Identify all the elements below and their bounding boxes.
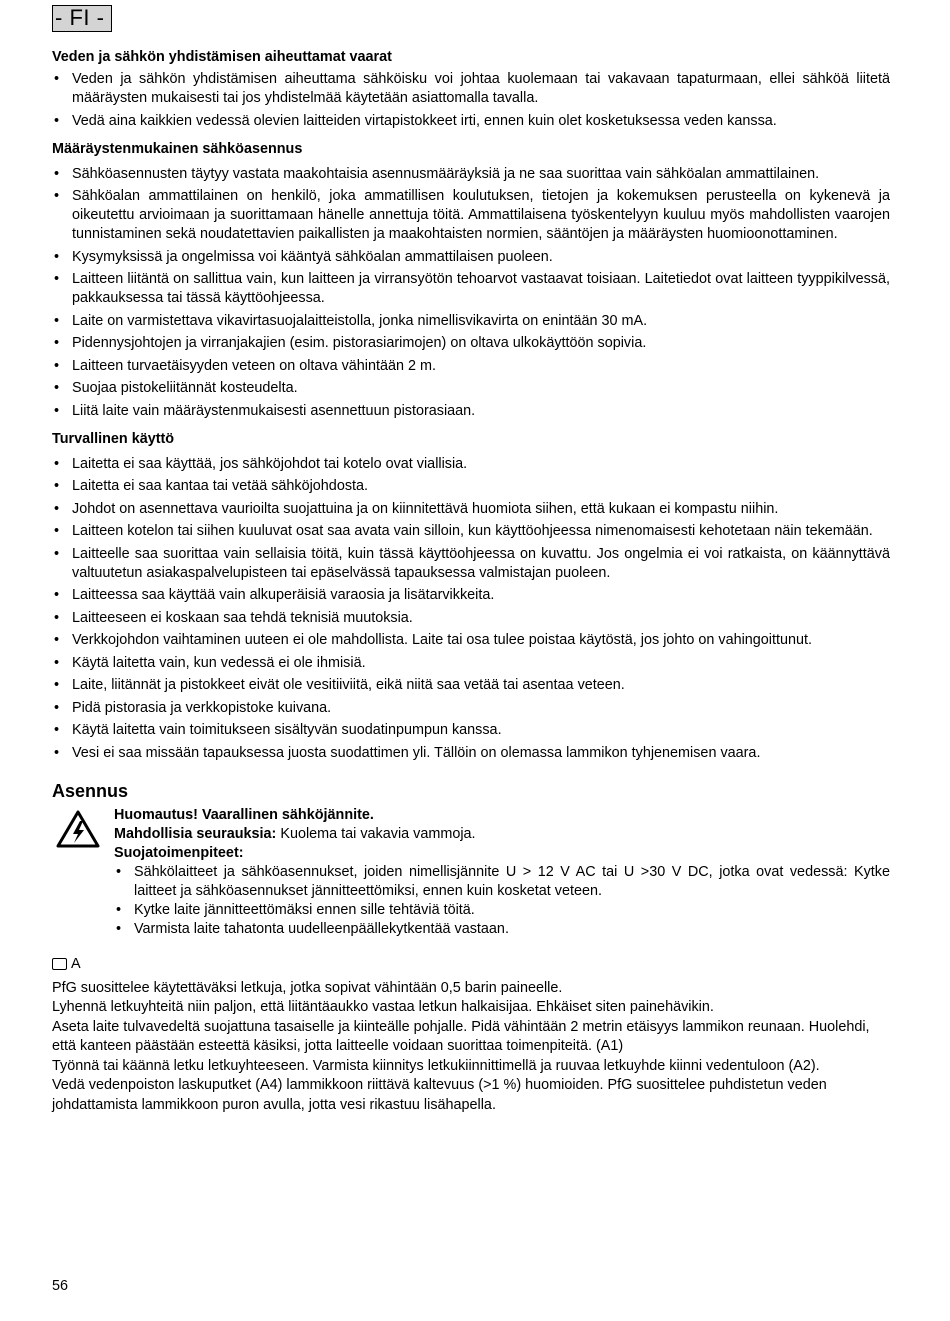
list-item: • Laite on varmistettava vikavirtasuojalaitteistolla, jonka nimellisvikavirta on enintään 30 mA. xyxy=(52,312,890,331)
figure-reference xyxy=(52,955,890,974)
list-item: • Käytä laitetta vain, kun vedessä ei ole ihmisiä. xyxy=(52,654,890,673)
list-item: • Laitteeseen ei koskaan saa tehdä teknisiä muutoksia. xyxy=(52,609,890,628)
bullet-list xyxy=(52,165,890,421)
list-item: • Laitteessa saa käyttää vain alkuperäisiä varaosia ja lisätarvikkeita. xyxy=(52,586,890,605)
paragraph: Työnnä tai käännä letku letkuyhteeseen. Varmista kiinnitys letkukiinnittimellä ja ruuvaa letkuyhde kiinni vedentuloon (A2). xyxy=(52,1057,820,1074)
list-item: • Varmista laite tahatonta uudelleenpäällekytkentää vastaan. xyxy=(114,920,890,939)
measures-label: Suojatoimenpiteet: xyxy=(114,844,244,861)
warning-consequences xyxy=(114,825,890,844)
paragraph: Lyhennä letkuyhteitä niin paljon, että liitäntäaukko vastaa letkun halkaisijaa. Ehkäiset siten painehävikin. xyxy=(52,999,714,1015)
paragraph: PfG suosittelee käytettäväksi letkuja, jotka sopivat vähintään 0,5 barin paineelle. xyxy=(52,979,563,996)
list-item: • Laitteen kotelon tai siihen kuuluvat osat saa avata vain silloin, kun käyttöohjeessa nimenomaisesti kehotetaan näin tekemään. xyxy=(52,522,890,541)
list-item: • Kysymyksissä ja ongelmissa voi kääntyä sähköalan ammattilaisen puoleen. xyxy=(52,248,890,267)
list-item: • Laite, liitännät ja pistokkeet eivät ole vesitiiviitä, eikä niitä saa vetää tai asentaa veteen. xyxy=(52,676,890,695)
bullet-list xyxy=(52,455,890,763)
section-heading: Veden ja sähkön yhdistämisen aiheuttamat vaarat xyxy=(52,49,392,65)
section-installation xyxy=(52,779,890,1116)
list-item: • Laitteen turvaetäisyyden veteen on oltava vähintään 2 m. xyxy=(52,357,890,376)
paragraph: Aseta laite tulvavedeltä suojattuna tasaiselle ja kiinteälle pohjalle. Pidä vähintään 2 metrin etäisyys lammikon reunaan. Huolehdi, että kanteen päästään esteettä käsiksi, jotta laitteelle voidaan suorittaa toimenpiteitä. (A1) xyxy=(52,1018,870,1054)
high-voltage-warning-icon xyxy=(56,810,100,848)
list-item: • Vedä aina kaikkien vedessä olevien laitteiden virtapistokkeet irti, ennen kuin olet kosketuksessa veden kanssa. xyxy=(52,112,890,131)
installation-paragraphs xyxy=(52,979,890,1116)
list-item: • Laitetta ei saa kantaa tai vetää sähköjohdosta. xyxy=(52,477,890,496)
consequences-label: Mahdollisia seurauksia: xyxy=(114,825,277,842)
section-safe-use xyxy=(52,430,890,763)
bullet-list xyxy=(52,70,890,131)
list-item: • Suojaa pistokeliitännät kosteudelta. xyxy=(52,379,890,398)
language-badge: - FI - xyxy=(52,5,112,32)
list-item: • Laitetta ei saa käyttää, jos sähköjohdot tai kotelo ovat viallisia. xyxy=(52,455,890,474)
list-item: • Kytke laite jännitteettömäksi ennen sille tehtäviä töitä. xyxy=(114,901,890,920)
consequences-text: Kuolema tai vakavia vammoja. xyxy=(276,825,476,842)
section-heading: Määräystenmukainen sähköasennus xyxy=(52,140,303,157)
section-heading: Turvallinen käyttö xyxy=(52,430,175,447)
list-item: • Laitteen liitäntä on sallittua vain, kun laitteen ja virransyötön tehoarvot vastaavat toisiaan. Laitetiedot ovat laitteen tyyppikilvessä, pakkauksessa tai tässä käyttöohjeessa. xyxy=(52,270,890,308)
list-item: • Vesi ei saa missään tapauksessa juosta suodattimen yli. Tällöin on olemassa lammikon tyhjenemisen vaara. xyxy=(52,744,890,763)
list-item: • Sähköasennusten täytyy vastata maakohtaisia asennusmääräyksiä ja ne saa suorittaa vain sähköalan ammattilainen. xyxy=(52,165,890,184)
list-item: • Käytä laitetta vain toimitukseen sisältyvän suodatinpumpun kanssa. xyxy=(52,721,890,740)
measures-list xyxy=(114,863,890,939)
page-content xyxy=(52,48,890,1115)
list-item: • Veden ja sähkön yhdistämisen aiheuttama sähköisku voi johtaa kuolemaan tai vakavaan tapaturmaan, ellei sähköä liitetä määräysten mukaisesti tai jos yhdistelmää käytetään asiattomalla tavalla. xyxy=(52,70,890,108)
list-item: • Sähköalan ammattilainen on henkilö, joka ammatillisen koulutuksen, tietojen ja kokemuksen perusteella on kykenevä ja oikeutettu arvioimaan ja suorittamaan hänelle annettuja töitä. Ammattilaisena työskentelyyn kuuluu myös mahdollisten vaarojen tunnistaminen sekä noudatettavien paikallisten ja maakohtaisten normien, sääntöjen ja määräysten huomioonottaminen. xyxy=(52,187,890,244)
list-item: • Sähkölaitteet ja sähköasennukset, joiden nimellisjännite U > 12 V AC tai U >30 V DC, jotka ovat vedessä: Kytke laitteet ja sähköasennukset jännitteettömiksi, ennen kuin kosketat veteen. xyxy=(114,863,890,901)
section-electrical-installation xyxy=(52,140,890,421)
paragraph: Vedä vedenpoiston laskuputket (A4) lammikkoon riittävä kaltevuus (>1 %) huomioiden. PfG suosittelee puhdistetun veden johdattamista lammikkoon puron avulla, jotta vesi rikastuu lisähapella. xyxy=(52,1077,827,1113)
list-item: • Pidennysjohtojen ja virranjakajien (esim. pistorasiarimojen) on oltava ulkokäyttöön sopivia. xyxy=(52,334,890,353)
warning-title: Huomautus! Vaarallinen sähköjännite. xyxy=(114,806,374,823)
list-item: • Liitä laite vain määräystenmukaisesti asennettuun pistorasiaan. xyxy=(52,402,890,421)
section-title: Asennus xyxy=(52,780,129,801)
warning-block xyxy=(52,806,890,939)
section-electric-water-hazards xyxy=(52,48,890,131)
list-item: • Verkkojohdon vaihtaminen uuteen ei ole mahdollista. Laite tai osa tulee poistaa käytöstä, jos johto on vahingoittunut. xyxy=(52,631,890,650)
list-item: • Pidä pistorasia ja verkkopistoke kuivana. xyxy=(52,699,890,718)
figure-icon xyxy=(52,958,67,970)
list-item: • Laitteelle saa suorittaa vain sellaisia töitä, kuin tässä käyttöohjeessa on kuvattu. Jos ongelmia ei voi ratkaista, on käännyttävä valtuutetun asiakaspalvelupisteen tai epäselvässä tapauksessa valmistajan puoleen. xyxy=(52,545,890,583)
figure-label: A xyxy=(71,955,81,972)
list-item: • Johdot on asennettava vaurioilta suojattuina ja on kiinnitettävä huomiota siihen, että kukaan ei kompastu niihin. xyxy=(52,500,890,519)
page-number: 56 xyxy=(52,1278,69,1294)
